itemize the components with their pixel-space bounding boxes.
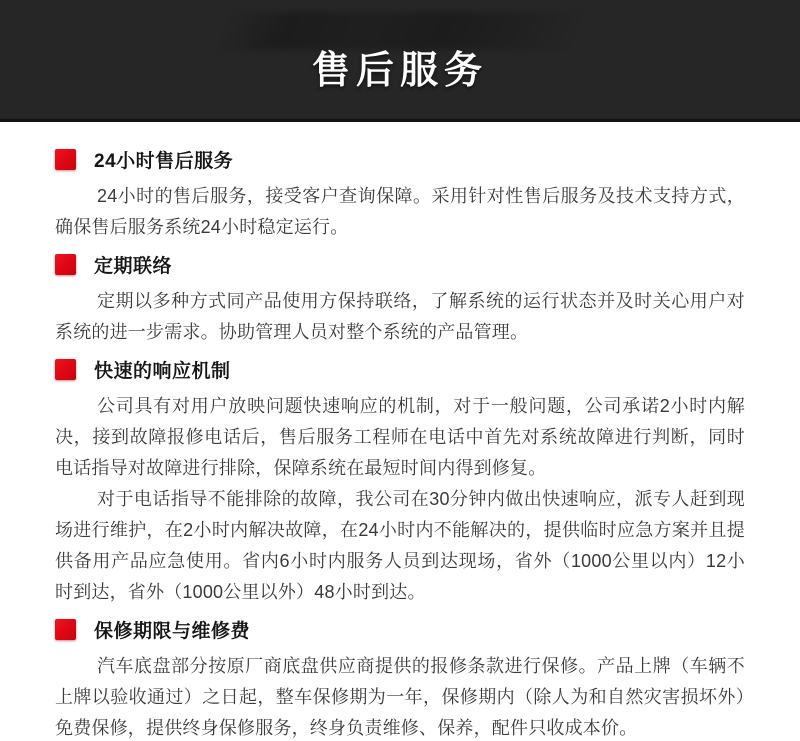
content-area (0, 122, 800, 741)
section-warranty (55, 616, 745, 741)
section-heading: 定期联络 (94, 256, 173, 277)
section-heading: 24小时售后服务 (94, 151, 234, 172)
section-heading-row (55, 616, 745, 643)
section-paragraph: 汽车底盘部分按原厂商底盘供应商提供的报修条款进行保修。产品上牌（车辆不上牌以验收通过）之日起，整车保修期为一年，保修期内（除人为和自然灾害损坏外）免费保修，提供终身保修服务，终身负责维修、保养，配件只收成本价。 (55, 656, 745, 738)
red-square-bullet-icon (55, 359, 76, 380)
section-paragraph: 24小时的售后服务，接受客户查询保障。采用针对性售后服务及技术支持方式，确保售后服务系统24小时稳定运行。 (55, 186, 745, 237)
section-heading: 快速的响应机制 (94, 361, 231, 382)
section-heading-row (55, 356, 745, 383)
title-banner (0, 0, 800, 122)
page-title: 售后服务 (311, 50, 488, 92)
section-heading: 保修期限与维修费 (94, 621, 251, 642)
red-square-bullet-icon (55, 149, 76, 170)
section-paragraph: 定期以多种方式同产品使用方保持联络，了解系统的运行状态并及时关心用户对系统的进一步需求。协助管理人员对整个系统的产品管理。 (55, 291, 745, 342)
section-rapid-response (55, 356, 745, 608)
section-regular-contact (55, 251, 745, 348)
red-square-bullet-icon (55, 619, 76, 640)
section-heading-row (55, 146, 745, 173)
section-paragraph: 公司具有对用户放映问题快速响应的机制，对于一般问题，公司承诺2小时内解决，接到故障报修电话后，售后服务工程师在电话中首先对系统故障进行判断，同时电话指导对故障进行排除，保障系统在最短时间内得到修复。 (55, 396, 745, 478)
red-square-bullet-icon (55, 254, 76, 275)
section-heading-row (55, 251, 745, 278)
section-paragraph: 对于电话指导不能排除的故障，我公司在30分钟内做出快速响应，派专人赶到现场进行维护，在2小时内解决故障，在24小时内不能解决的，提供临时应急方案并且提供备用产品应急使用。省内6小时内服务人员到达现场，省外（1000公里以内）12小时到达，省外（1000公里以外）48小时到达。 (55, 489, 745, 602)
section-24h-service (55, 146, 745, 243)
